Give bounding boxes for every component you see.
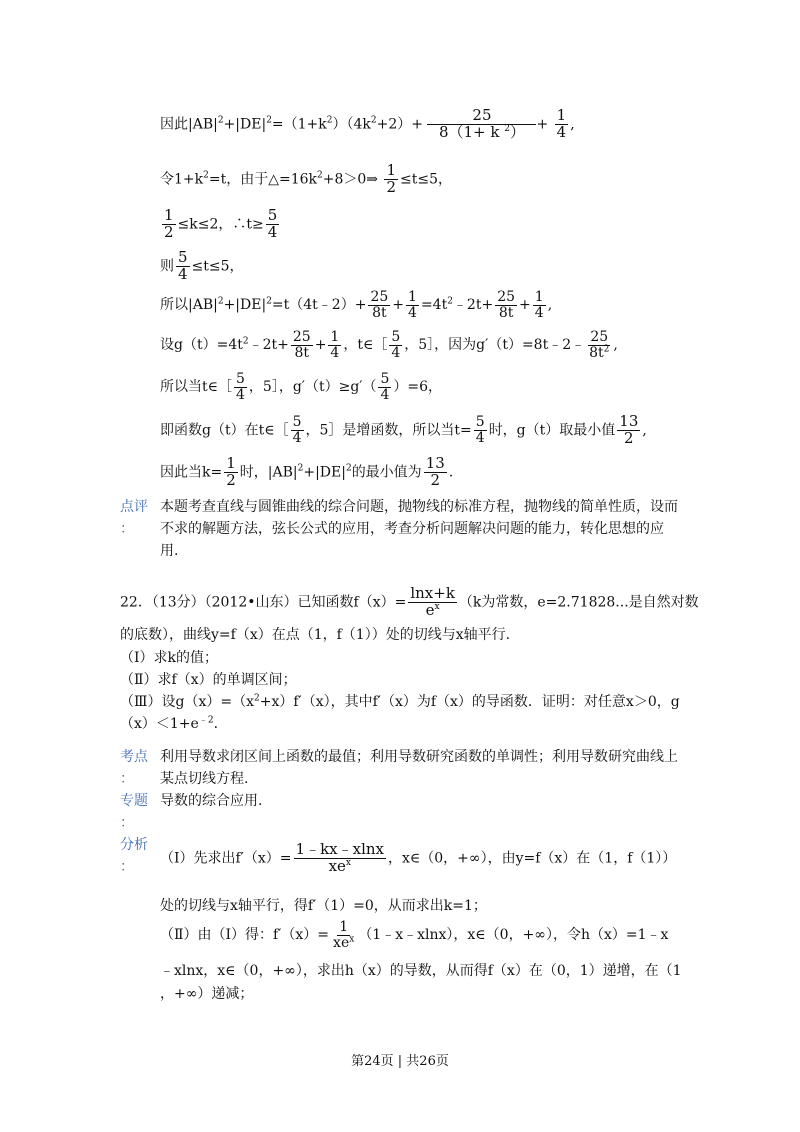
text: 所以|AB| [160, 297, 218, 314]
text: 设g（t）=4t [160, 337, 243, 354]
denominator: 8t [294, 344, 310, 361]
analysis-label-colon: ： [120, 859, 134, 875]
denominator: 2 [430, 470, 440, 489]
sup: 2 [603, 344, 610, 355]
analysis-line-5: ，+∞）递减； [160, 986, 254, 1002]
text: ）=6， [393, 379, 443, 396]
numerator: 1 [164, 206, 174, 224]
text: 所以当t∈［ [160, 379, 232, 396]
fraction [408, 586, 457, 619]
fraction [424, 456, 447, 489]
comment-label-text: 点评 [120, 499, 148, 515]
sup: 2 [217, 115, 224, 126]
line-6 [160, 330, 618, 360]
fraction [555, 108, 569, 141]
denominator: 4 [534, 304, 544, 321]
text: +2）+ [376, 116, 424, 133]
text: + [392, 297, 405, 314]
denominator: 2 [624, 428, 634, 447]
sup: ﹣2 [198, 715, 214, 726]
numerator: 25 [370, 289, 389, 305]
text: . [213, 716, 219, 732]
denominator: 8t [372, 304, 387, 321]
numerator: 1 [534, 289, 544, 305]
question-22-line-1 [120, 586, 699, 619]
topic-label-text: 专题 [120, 793, 148, 809]
line-2 [160, 163, 452, 196]
text: +|DE| [223, 297, 267, 314]
denominator: 4 [391, 344, 401, 361]
topic-label-colon: ： [120, 815, 134, 831]
text: =（1+k [271, 116, 327, 133]
sup: 2 [297, 463, 304, 474]
key-point-label-colon: ： [120, 771, 134, 787]
sup: x [345, 857, 351, 868]
page-footer: 第24页 | 共26页 [351, 1054, 449, 1069]
sup: 2 [242, 336, 249, 347]
text: ﹣2t+ [452, 297, 494, 314]
denominator: 4 [556, 122, 567, 141]
line-8 [160, 414, 647, 447]
sup: 2 [326, 115, 333, 126]
denominator: 2 [226, 470, 236, 489]
numerator: 1 [556, 106, 567, 124]
denominator: 4 [475, 429, 485, 446]
sup: 2 [253, 693, 260, 704]
text: , [642, 422, 647, 439]
text: e [425, 600, 435, 619]
text: （Ⅰ）先求出f′（x）= [160, 850, 292, 867]
denominator: 8t [498, 304, 514, 321]
topic-text: 导数的综合应用. [160, 793, 263, 809]
analysis-line-1 [160, 842, 676, 875]
numerator: 25 [292, 329, 311, 345]
numerator: 25 [427, 108, 536, 125]
text: 因此当k= [160, 464, 223, 481]
text: ，5］，因为g′（t）=8t﹣2﹣ [404, 337, 586, 354]
question-22-part-3-cont [120, 713, 218, 733]
fraction [368, 290, 390, 320]
text: , [613, 337, 618, 354]
numerator: lnx+k [410, 584, 455, 602]
line-1 [160, 108, 575, 141]
denominator: 4 [380, 386, 390, 403]
text: ≤k≤2，∴t≥ [177, 216, 264, 233]
denominator: 2 [164, 222, 174, 241]
sup: 2 [266, 115, 272, 126]
fraction [331, 920, 356, 950]
text: =t（4t﹣2）+ [271, 297, 367, 314]
fraction [266, 208, 280, 241]
numerator: 5 [267, 206, 278, 224]
text: =t，由于△=16k [208, 171, 318, 188]
text: . [448, 464, 454, 481]
denominator: 4 [330, 344, 340, 361]
fraction [291, 415, 304, 445]
fraction [474, 415, 487, 445]
text: ，t∈［ [343, 337, 388, 354]
key-point-label-text: 考点 [120, 749, 148, 765]
fraction [162, 208, 176, 241]
denominator: 4 [292, 429, 302, 446]
comment-text: 本题考查直线与圆锥曲线的综合问题，抛物线的标准方程，抛物线的简单性质，设而不求的解题方法，弦长公式的应用，考查分析问题解决问题的能力，转化思想的应用. [160, 499, 678, 559]
comment-label [120, 496, 148, 540]
sup: 2 [217, 296, 224, 307]
numerator: 5 [475, 414, 485, 431]
denominator [327, 856, 353, 875]
text: 的最小值为 [351, 464, 422, 481]
text: 22．（13分）（2012•山东）已知函数f（x）= [120, 594, 407, 611]
text: , [570, 116, 575, 133]
numerator: 1﹣kx﹣xlnx [295, 840, 385, 858]
analysis-line-4: ﹣xlnx，x∈（0，+∞），求出h（x）的导数，从而得f（x）在（0，1）递增，在（1 [160, 963, 682, 979]
numerator: 1 [226, 454, 236, 472]
denominator [587, 346, 611, 361]
sup: 2 [317, 170, 323, 181]
text: + [536, 116, 549, 133]
key-point-label [120, 746, 148, 790]
numerator: 13 [425, 454, 445, 472]
numerator: 5 [236, 371, 245, 387]
sup: 2 [447, 296, 453, 307]
text: 令1+k [160, 171, 204, 188]
text: =4t [420, 297, 448, 314]
fraction [533, 290, 546, 320]
text: （1﹣x﹣xlnx），x∈（0，+∞），令h（x）=1﹣x [358, 927, 669, 944]
fraction [378, 372, 391, 402]
sup: 2 [504, 123, 510, 134]
denominator: 4 [178, 264, 188, 283]
question-22-part-1: （Ⅰ）求k的值； [120, 650, 219, 666]
numerator: 5 [380, 371, 390, 387]
key-point-text: 利用导数求闭区间上函数的最值；利用导数研究函数的单调性；利用导数研究曲线上某点切线方程. [160, 749, 678, 787]
text: + [314, 337, 327, 354]
fraction [328, 330, 341, 360]
text: 8（1+ k [438, 122, 505, 141]
numerator: 1 [386, 161, 397, 179]
text: 8t [589, 344, 604, 361]
numerator: 1 [330, 329, 340, 345]
line-9 [160, 456, 453, 489]
sup: x [434, 601, 440, 612]
analysis-label [120, 834, 148, 878]
question-22-line-2: 的底数），曲线y=f（x）在点（1，f（1））处的切线与x轴平行. [120, 627, 511, 643]
denominator: 4 [408, 304, 417, 321]
denominator: 4 [267, 222, 278, 241]
line-4 [160, 250, 244, 283]
fraction [429, 108, 534, 141]
text: , [547, 297, 553, 314]
fraction [617, 414, 640, 447]
fraction [294, 842, 386, 875]
text: ﹣2t+ [248, 337, 289, 354]
text: +|DE| [223, 116, 267, 133]
fraction [224, 456, 238, 489]
analysis-label-text: 分析 [120, 837, 148, 853]
numerator: 5 [292, 414, 302, 431]
fraction [389, 330, 402, 360]
text: 即函数g（t）在t∈［ [160, 422, 289, 439]
numerator: 1 [408, 289, 417, 305]
analysis-line-3 [160, 920, 668, 950]
fraction [234, 372, 247, 402]
text: 时，|AB| [239, 464, 298, 481]
text: xe [333, 934, 350, 951]
denominator [331, 936, 356, 951]
fraction [406, 290, 419, 320]
fraction [176, 250, 190, 283]
analysis-line-2: 处的切线与x轴平行，得f′（1）=0，从而求出k=1； [160, 898, 487, 914]
text: （Ⅱ）由（Ⅰ）得：f′（x）= [160, 927, 330, 944]
text: ≤t≤5， [191, 258, 244, 275]
question-22-part-2: （Ⅱ）求f（x）的单调区间； [120, 672, 297, 688]
text: ，5］，g′（t）≥g′（ [248, 379, 377, 396]
sup: 2 [370, 115, 377, 126]
text: 时，g（t）取最小值 [488, 422, 616, 439]
text: ） [509, 122, 525, 141]
numerator: 25 [590, 329, 609, 345]
text: ≤t≤5， [400, 171, 453, 188]
text: 则 [160, 258, 174, 275]
sup: x [349, 934, 355, 945]
denominator [424, 600, 442, 619]
text: （k为常数，e=2.71828...是自然对数 [458, 594, 699, 611]
comment-label-colon: ： [120, 521, 134, 537]
text: ，x∈（0，+∞），由y=f（x）在（1，f（1）） [388, 850, 677, 867]
text: ，5］是增函数，所以当t= [305, 422, 472, 439]
text: + [519, 297, 531, 314]
fraction [495, 290, 517, 320]
numerator: 5 [178, 248, 188, 266]
sup: 2 [203, 170, 209, 181]
line-5 [160, 290, 552, 320]
text: +x）f′（x），其中f′（x）为f（x）的导函数．证明：对任意x＞0，g [259, 694, 680, 710]
fraction [384, 163, 398, 196]
numerator: 5 [391, 329, 401, 345]
topic-label [120, 790, 148, 834]
text: +|DE| [303, 464, 346, 481]
numerator: 13 [619, 412, 639, 430]
text: ）（4k [332, 116, 371, 133]
fraction [587, 330, 611, 360]
fraction [291, 330, 313, 360]
numerator: 25 [497, 289, 516, 305]
text: 因此|AB| [160, 116, 218, 133]
sup: 2 [266, 296, 272, 307]
line-3 [160, 208, 281, 241]
denominator: 4 [236, 386, 245, 403]
denominator: 2 [386, 177, 397, 196]
sup: 2 [345, 463, 352, 474]
question-22-part-3 [120, 691, 680, 711]
text: xe [328, 856, 346, 875]
text: （Ⅲ）设g（x）=（x [120, 694, 254, 710]
text: （x）＜1+e [120, 716, 199, 732]
text: +8＞0⇒ [322, 171, 379, 188]
line-7 [160, 372, 442, 402]
denominator [437, 122, 527, 141]
numerator: 1 [339, 919, 349, 935]
